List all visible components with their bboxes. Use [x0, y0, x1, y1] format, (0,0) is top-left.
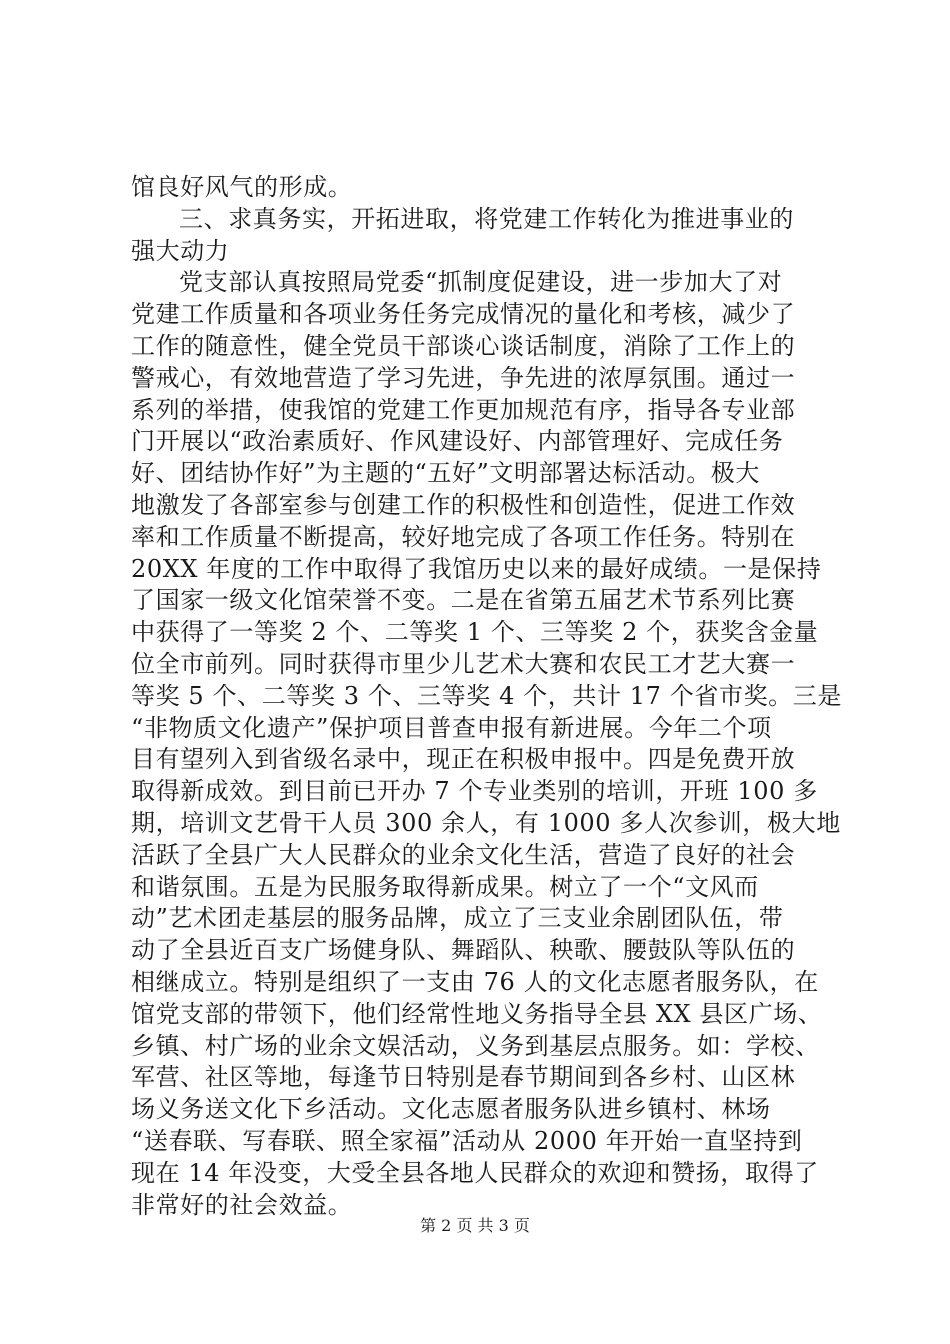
text-line: 期，培训文艺骨干人员 300 余人，有 1000 多人次参训，极大地 — [131, 808, 841, 837]
text-line: 非常好的社会效益。 — [131, 1190, 353, 1219]
text-line: “送春联、写春联、照全家福”活动从 2000 年开始一直坚持到 — [131, 1126, 803, 1155]
text-line: 警戒心，有效地营造了学习先进，争先进的浓厚氛围。通过一 — [131, 363, 796, 392]
section-heading-line: 强大动力 — [131, 236, 230, 265]
text-line: 取得新成效。到目前已开办 7 个专业类别的培训，开班 100 多 — [131, 777, 818, 806]
text-line: “非物质文化遗产”保护项目普查申报有新进展。今年二个项 — [131, 713, 772, 742]
text-line: 20XX 年度的工作中取得了我馆历史以来的最好成绩。一是保持 — [131, 554, 822, 583]
section-heading-line: 三、求真务实，开拓进取，将党建工作转化为推进事业的 — [179, 204, 794, 233]
text-line: 现在 14 年没变，大受全县各地人民群众的欢迎和赞扬，取得了 — [131, 1158, 819, 1187]
text-line: 好、团结协作好”为主题的“五好”文明部署达标活动。极大 — [131, 459, 761, 488]
text-line: 相继成立。特别是组织了一支由 76 人的文化志愿者服务队，在 — [131, 967, 819, 996]
text-line: 活跃了全县广大人民群众的业余文化生活，营造了良好的社会 — [131, 840, 796, 869]
text-line: 率和工作质量不断提高，较好地完成了各项工作任务。特别在 — [131, 522, 796, 551]
text-line: 乡镇、村广场的业余文娱活动，义务到基层点服务。如：学校、 — [131, 1031, 820, 1060]
text-line: 地激发了各部室参与创建工作的积极性和创造性，促进工作效 — [131, 490, 796, 519]
text-line: 等奖 5 个、二等奖 3 个、三等奖 4 个，共计 17 个省市奖。三是 — [131, 681, 842, 710]
paragraph-start-line: 党支部认真按照局党委“抓制度促建设，进一步加大了对 — [179, 268, 783, 297]
text-line: 中获得了一等奖 2 个、二等奖 1 个、三等奖 2 个，获奖含金量 — [131, 618, 819, 647]
text-line: 党建工作质量和各项业务任务完成情况的量化和考核，减少了 — [131, 300, 796, 329]
text-line: 门开展以“政治素质好、作风建设好、内部管理好、完成任务 — [131, 427, 784, 456]
text-line: 系列的举措，使我馆的党建工作更加规范有序，指导各专业部 — [131, 395, 796, 424]
text-line: 工作的随意性，健全党员干部谈心谈话制度，消除了工作上的 — [131, 331, 796, 360]
text-line: 目有望列入到省级名录中，现正在积极申报中。四是免费开放 — [131, 745, 796, 774]
text-line: 场义务送文化下乡活动。文化志愿者服务队进乡镇村、林场 — [131, 1095, 771, 1124]
text-line: 位全市前列。同时获得市里少儿艺术大赛和农民工才艺大赛一 — [131, 649, 796, 678]
document-body — [131, 172, 842, 1221]
text-line: 馆党支部的带领下，他们经常性地义务指导全县 XX 县区广场、 — [131, 999, 823, 1028]
text-line: 和谐氛围。五是为民服务取得新成果。树立了一个“文风而 — [131, 872, 759, 901]
text-line: 了国家一级文化馆荣誉不变。二是在省第五届艺术节系列比赛 — [131, 586, 796, 615]
text-line: 军营、社区等地，每逢节日特别是春节期间到各乡村、山区林 — [131, 1063, 796, 1092]
text-line: 动”艺术团走基层的服务品牌，成立了三支业余剧团队伍，带 — [131, 904, 784, 933]
page-number-footer: 第 2 页 共 3 页 — [420, 1216, 530, 1235]
text-line: 动了全县近百支广场健身队、舞蹈队、秧歌、腰鼓队等队伍的 — [131, 936, 796, 965]
text-line: 馆良好风气的形成。 — [131, 173, 353, 201]
